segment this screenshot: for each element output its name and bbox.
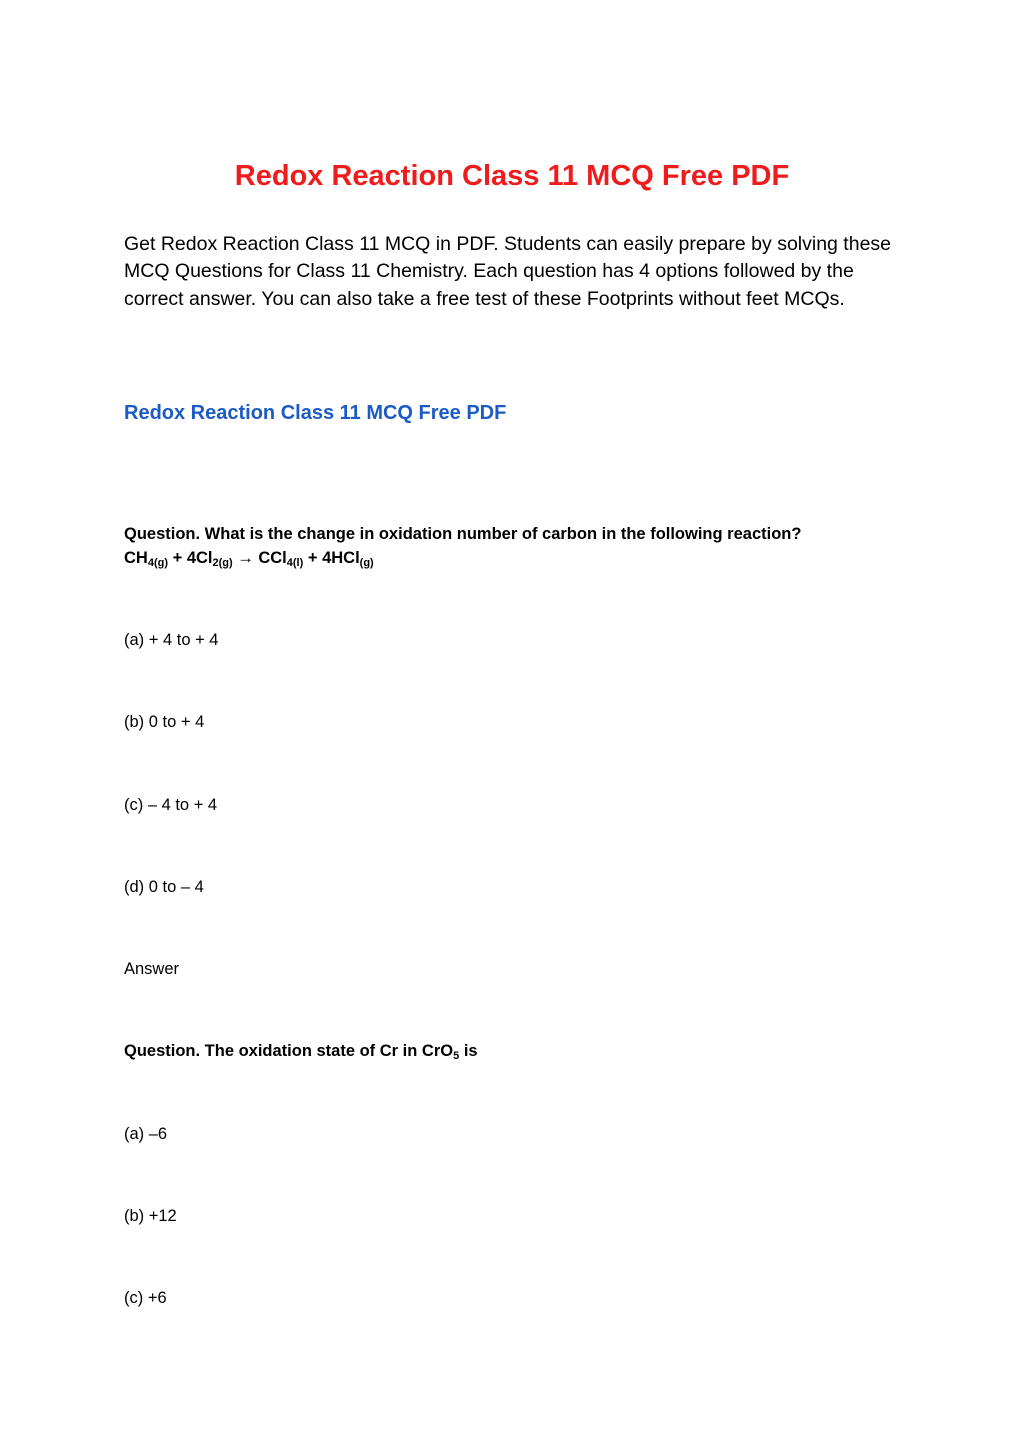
section-heading: Redox Reaction Class 11 MCQ Free PDF <box>124 402 507 424</box>
question-1-option-b: (b) 0 to + 4 <box>124 713 205 731</box>
question-1-option-a: (a) + 4 to + 4 <box>124 631 219 649</box>
document-title: Redox Reaction Class 11 MCQ Free PDF <box>234 160 790 192</box>
question-1 <box>124 522 924 575</box>
question-2-option-c: (c) +6 <box>124 1289 167 1307</box>
question-1-answer-toggle[interactable]: Answer <box>124 960 180 978</box>
question-2-text: Question. The oxidation state of Cr in CrO <box>124 1042 454 1060</box>
question-2-formula-subscript: 5 <box>453 1050 460 1062</box>
intro-paragraph: Get Redox Reaction Class 11 MCQ in PDF. Students can easily prepare by solving these MCQ Questions for Class 11 Chemistry. Each question has 4 options followed by the correct answer. You can also take a free test of these Footprints without feet MCQs. <box>124 233 892 310</box>
question-2-option-a: (a) –6 <box>124 1125 168 1143</box>
question-1-option-d: (d) 0 to – 4 <box>124 878 204 896</box>
question-1-option-c: (c) – 4 to + 4 <box>124 796 218 814</box>
question-1-text: Question. What is the change in oxidation number of carbon in the following reaction? <box>124 525 802 543</box>
question-1-equation: $CH_{4(g)} + 4Cl_{2(g)} \to CCl_{4(l)} + 4HCl_{(g)}$ <box>124 549 374 569</box>
question-2: Question. The oxidation state of Cr in CrO$_5$ is <box>124 1042 478 1062</box>
question-2-option-b: (b) +12 <box>124 1207 177 1225</box>
